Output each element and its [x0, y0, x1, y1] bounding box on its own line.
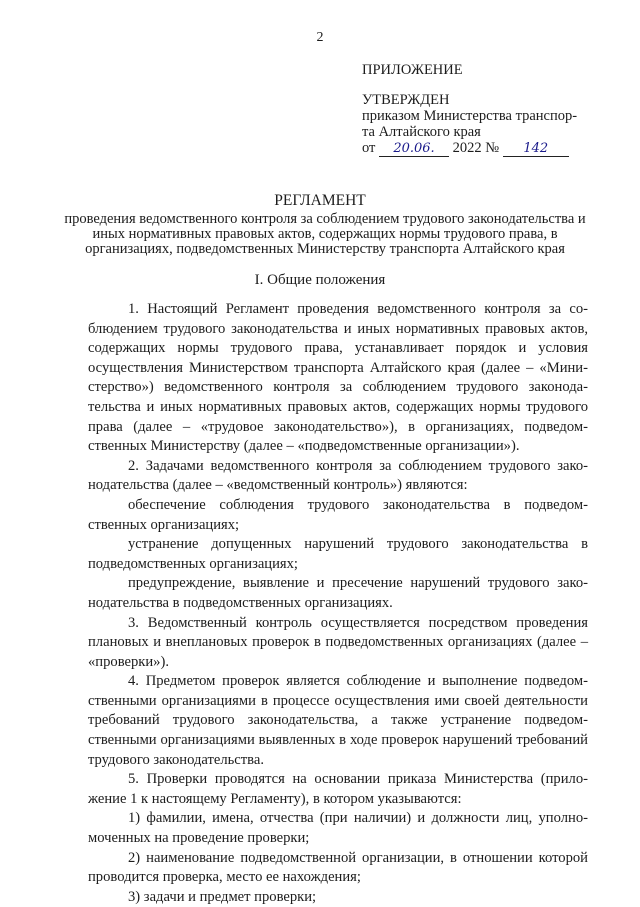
paragraph: 2. Задачами ведомственного контроля за соблюдением трудового законодательства (далее – «ведомственный контроль») являются:	[88, 457, 588, 494]
paragraph: 4. Предметом проверок является соблюдение и выполнение подведомственными организациями в процессе осуществления ими своей деятельности требований трудового законодательства, а также устранение подведомственными организациями выявленных в ходе проверок нарушений требований трудового законодательства.	[88, 673, 588, 768]
handwritten-date: 20.06.	[379, 142, 449, 157]
document-body	[88, 300, 588, 907]
paragraph: обеспечение соблюдения трудового законодательства в подведомственных организациях;	[88, 496, 588, 533]
handwritten-number: 142	[503, 142, 569, 157]
paragraph: 1. Настоящий Регламент проведения ведомственного контроля за соблюдением трудового законодательства и иных нормативных правовых актов, содержащих нормы трудового права, устанавливает порядок и условия осуществления Министерством транспорта Алтайского края (далее – «Министерство») ведомственного контроля за соблюдением трудового законодательства и иных нормативных правовых актов, содержащих нормы трудового права (далее – «трудовое законодательство»), в организациях, подведомственных Министерству (далее – «подведомственные организации»).	[88, 301, 588, 455]
document-subtitle: проведения ведомственного контроля за соблюдением трудового законодательства и иных нормативных правовых актов, содержащих нормы трудового права, в организациях, подведомственных Министерству транспорта Алтайского края	[64, 211, 586, 257]
number-label: №	[485, 140, 500, 156]
paragraph: 1) фамилии, имена, отчества (при наличии) и должности лиц, уполномоченных на проведение проверки;	[88, 810, 588, 847]
order-line-2: та Алтайского края	[362, 124, 481, 140]
order-year: 2022	[452, 140, 482, 156]
paragraph: 2) наименование подведомственной организации, в отношении которой проводится проверка, место ее нахождения;	[88, 849, 588, 886]
order-date-number	[362, 140, 577, 157]
section-heading: I. Общие положения	[254, 272, 386, 288]
approved-label: УТВЕРЖДЕН	[362, 92, 450, 108]
page-number: 2	[316, 30, 324, 45]
from-label: от	[362, 140, 376, 156]
paragraph: 5. Проверки проводятся на основании приказа Министерства (приложение 1 к настоящему Регламенту), в котором указываются:	[88, 771, 588, 807]
paragraph: предупреждение, выявление и пресечение нарушений трудового законодательства в подведомственных организациях.	[88, 575, 588, 611]
paragraph: устранение допущенных нарушений трудового законодательства в подведомственных организациях;	[88, 536, 588, 572]
order-line-1: приказом Министерства транспор-	[362, 108, 578, 124]
document-title: РЕГЛАМЕНТ	[274, 192, 366, 209]
approval-block	[362, 62, 577, 157]
paragraph: 3) задачи и предмет проверки;	[128, 888, 317, 905]
paragraph: 3. Ведомственный контроль осуществляется посредством проведения плановых и внеплановых проверок в подведомственных организациях (далее – «проверки»).	[88, 614, 588, 670]
appendix-label: ПРИЛОЖЕНИЕ	[362, 62, 463, 78]
